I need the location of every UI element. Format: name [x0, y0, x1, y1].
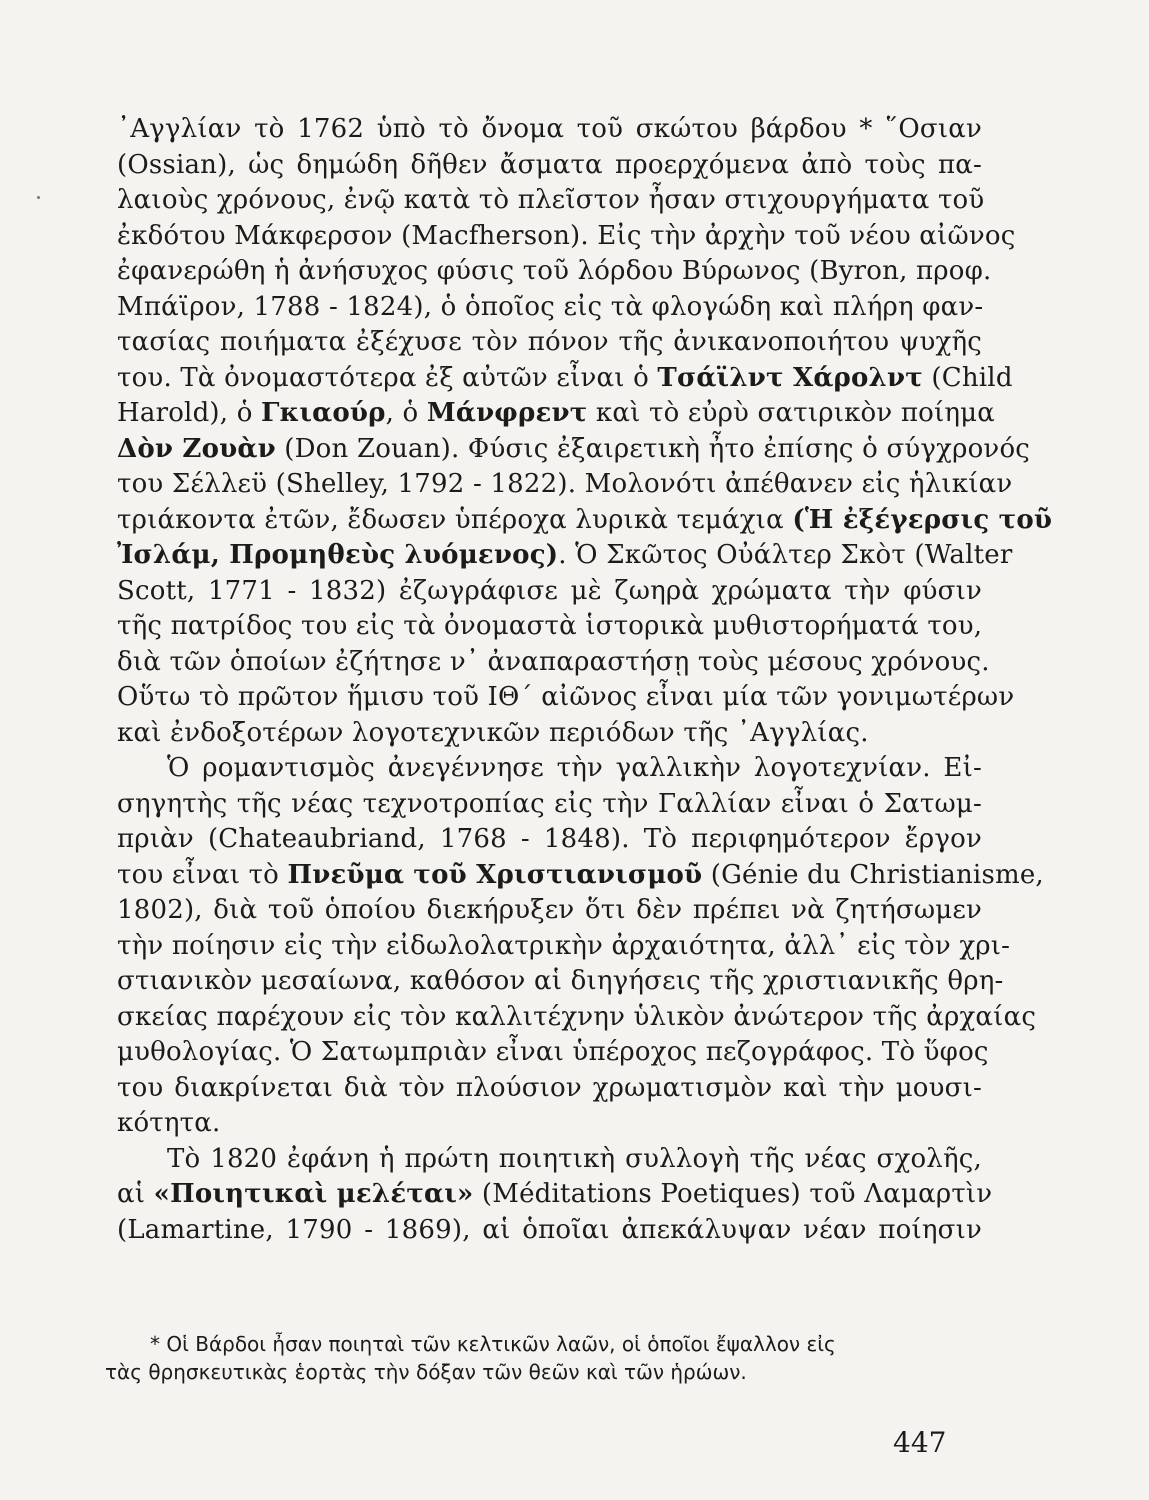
text-line: πριὰν (Chateaubriand, 1768 - 1848). Τὸ περιφημότερον ἔργον [117, 824, 982, 854]
text-line: του Σέλλεϋ (Shelley, 1792 - 1822). Μολονότι ἀπέθανεν εἰς ἡλικίαν [117, 469, 1013, 499]
text-line: ἐφανερώθη ἡ ἀνήσυχος φύσις τοῦ λόρδου Βύρωνος (Byron, προφ. [117, 256, 992, 286]
text-line: τῆς πατρίδος του εἰς τὰ ὀνομαστὰ ἱστορικὰ μυθιστορήματά του, [117, 611, 983, 641]
text-line: ἐκδότου Μάκφερσον (Macfherson). Εἰς τὴν ἀρχὴν τοῦ νέου αἰῶνος [117, 220, 1016, 251]
text-line: στιανικὸν μεσαίωνα, καθόσον αἱ διηγήσεις τῆς χριστιανικῆς θρη- [117, 966, 1004, 996]
scan-dust-mark [37, 196, 40, 199]
text-line: ᾿Αγγλίαν τὸ 1762 ὑπὸ τὸ ὄνομα τοῦ σκώτου βάρδου * ῞Οσιαν [117, 114, 982, 144]
body-text [117, 112, 1053, 1248]
text-line: τασίας ποιήματα ἐξέχυσε τὸν πόνον τῆς ἀνικανοποιήτου ψυχῆς [117, 327, 982, 357]
text-line: λαιοὺς χρόνους, ἐνῷ κατὰ τὸ πλεῖστον ἦσαν στιχουργήματα τοῦ [117, 185, 985, 215]
text-line: Οὕτω τὸ πρῶτον ἥμισυ τοῦ ΙΘ΄ αἰῶνος εἶναι μία τῶν γονιμωτέρων [117, 682, 1015, 712]
footnote-line: * Οἱ Βάρδοι ἦσαν ποιηταὶ τῶν κελτικῶν λαῶν, οἱ ὁποῖοι ἔψαλλον εἰς [150, 1332, 836, 1356]
footnote [105, 1330, 965, 1386]
text-line: 1802), διὰ τοῦ ὁποίου διεκήρυξεν ὅτι δὲν πρέπει νὰ ζητήσωμεν [117, 895, 982, 925]
text-line: του. Τὰ ὀνομαστότερα ἐξ αὐτῶν εἶναι ὁ Τσάϊλντ Χάρολντ (Child [117, 362, 1013, 393]
text-line: διὰ τῶν ὁποίων ἐζήτησε ν᾿ ἀναπαραστήσῃ τοὺς μέσους χρόνους. [117, 646, 990, 677]
text-line: Ὁ ρομαντισμὸς ἀνεγέννησε τὴν γαλλικὴν λογοτεχνίαν. Εἰ- [167, 753, 982, 783]
text-line: αἱ «Ποιητικαὶ μελέται» (Méditations Poetiques) τοῦ Λαμαρτὶν [117, 1179, 993, 1209]
text-line: Δὸν Ζουὰν (Don Zouan). Φύσις ἐξαιρετικὴ ἦτο ἐπίσης ὁ σύγχρονός [117, 433, 1031, 464]
text-line: σηγητὴς τῆς νέας τεχνοτροπίας εἰς τὴν Γαλλίαν εἶναι ὁ Σατωμ- [117, 788, 982, 819]
text-line: Τὸ 1820 ἐφάνη ἡ πρώτη ποιητικὴ συλλογὴ τῆς νέας σχολῆς, [167, 1143, 982, 1174]
text-line: κότητα. [117, 1108, 221, 1138]
text-line: (Lamartine, 1790 - 1869), αἱ ὁποῖαι ἀπεκάλυψαν νέαν ποίησιν [117, 1214, 982, 1245]
text-line: μυθολογίας. Ὁ Σατωμπριὰν εἶναι ὑπέροχος πεζογράφος. Τὸ ὕφος [117, 1037, 989, 1067]
text-line: Ἰσλάμ, Προμηθεὺς λυόμενος). Ὁ Σκῶτος Οὐάλτερ Σκὸτ (Walter [117, 540, 1013, 570]
text-line: καὶ ἐνδοξοτέρων λογοτεχνικῶν περιόδων τῆς ᾿Αγγλίας. [117, 717, 869, 748]
text-line: Scott, 1771 - 1832) ἐζωγράφισε μὲ ζωηρὰ χρώματα τὴν φύσιν [117, 575, 982, 606]
text-line: σκείας παρέχουν εἰς τὸν καλλιτέχνην ὑλικὸν ἀνώτερον τῆς ἀρχαίας [117, 1001, 1037, 1032]
text-line: Μπάϊρον, 1788 - 1824), ὁ ὁποῖος εἰς τὰ φλογώδη καὶ πλήρη φαν- [117, 291, 984, 322]
text-line: (Ossian), ὡς δημώδη δῆθεν ἄσματα προερχόμενα ἀπὸ τοὺς πα- [117, 149, 982, 180]
text-line: τὴν ποίησιν εἰς τὴν εἰδωλολατρικὴν ἀρχαιότητα, ἀλλ᾿ εἰς τὸν χρι- [117, 930, 1011, 961]
text-line: του εἶναι τὸ Πνεῦμα τοῦ Χριστιανισμοῦ (Génie du Christianisme, [117, 859, 1044, 890]
text-line: τριάκοντα ἐτῶν, ἔδωσεν ὑπέροχα λυρικὰ τεμάχια (Ἡ ἐξέγερσις τοῦ [117, 504, 1053, 535]
text-line: του διακρίνεται διὰ τὸν πλούσιον χρωματισμὸν καὶ τὴν μουσι- [117, 1072, 982, 1103]
footnote-line: τὰς θρησκευτικὰς ἑορτὰς τὴν δόξαν τῶν θεῶν καὶ τῶν ἡρώων. [105, 1360, 747, 1384]
text-line: Harold), ὁ Γκιαούρ, ὁ Μάνφρεντ καὶ τὸ εὐρὺ σατιρικὸν ποίημα [117, 398, 996, 428]
page-number: 447 [893, 1426, 947, 1459]
